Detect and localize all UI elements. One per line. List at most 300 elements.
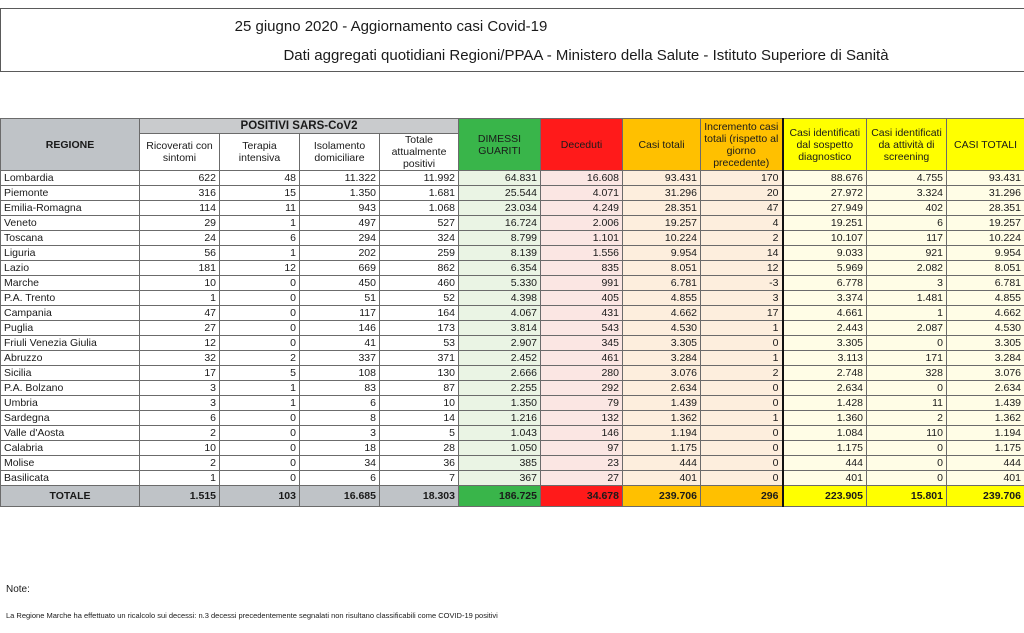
table-row (1, 306, 1024, 321)
table-cell: 4.662 (947, 306, 1024, 321)
region-name: Campania (1, 306, 140, 321)
table-cell: 171 (867, 351, 947, 366)
table-cell: 0 (867, 471, 947, 486)
report-title: 25 giugno 2020 - Aggiornamento casi Covid-19 (234, 18, 548, 35)
table-cell: 1 (140, 471, 220, 486)
table-cell: 16.724 (459, 216, 541, 231)
table-cell: 0 (220, 336, 300, 351)
table-cell: 2 (220, 351, 300, 366)
table-cell: 170 (701, 171, 783, 186)
table-cell: 110 (867, 426, 947, 441)
table-cell: 164 (380, 306, 459, 321)
table-cell: 3 (300, 426, 380, 441)
region-name: Sicilia (1, 366, 140, 381)
table-cell: 1.175 (623, 441, 701, 456)
table-row (1, 321, 1024, 336)
table-cell: 0 (867, 336, 947, 351)
header-incremento: Incremento casi totali (rispetto al giorno precedente) (701, 119, 783, 171)
table-cell: 1.068 (380, 201, 459, 216)
table-cell: 6 (220, 231, 300, 246)
table-cell: 2.082 (867, 261, 947, 276)
region-name: Abruzzo (1, 351, 140, 366)
table-row (1, 441, 1024, 456)
table-cell: 3.305 (623, 336, 701, 351)
table-cell: 2.634 (783, 381, 867, 396)
table-cell: 292 (541, 381, 623, 396)
table-cell: 0 (867, 381, 947, 396)
table-cell: 27 (541, 471, 623, 486)
table-cell: 2 (701, 366, 783, 381)
table-cell: 991 (541, 276, 623, 291)
table-row (1, 456, 1024, 471)
table-cell: 88.676 (783, 171, 867, 186)
table-cell: 27 (140, 321, 220, 336)
table-cell: 36 (380, 456, 459, 471)
table-cell: 1.175 (947, 441, 1024, 456)
table-cell: 1.350 (459, 396, 541, 411)
table-cell: 4.755 (867, 171, 947, 186)
table-cell: 4.662 (623, 306, 701, 321)
table-cell: 1.194 (947, 426, 1024, 441)
table-cell: 1 (140, 291, 220, 306)
table-cell: 259 (380, 246, 459, 261)
table-cell: 337 (300, 351, 380, 366)
region-name: Sardegna (1, 411, 140, 426)
table-cell: 5.330 (459, 276, 541, 291)
table-cell: 173 (380, 321, 459, 336)
table-cell: 114 (140, 201, 220, 216)
table-cell: 28.351 (947, 201, 1024, 216)
table-cell: 181 (140, 261, 220, 276)
table-cell: 3.284 (947, 351, 1024, 366)
table-cell: 3.305 (783, 336, 867, 351)
table-cell: 2.452 (459, 351, 541, 366)
table-cell: 345 (541, 336, 623, 351)
table-cell: 3 (701, 291, 783, 306)
table-cell: 11 (220, 201, 300, 216)
table-cell: 2 (140, 456, 220, 471)
table-cell: 497 (300, 216, 380, 231)
report-header (0, 8, 1024, 72)
region-name: Lombardia (1, 171, 140, 186)
table-cell: 1.439 (623, 396, 701, 411)
header-isolamento: Isolamento domiciliare (300, 134, 380, 171)
total-cell: 239.706 (947, 486, 1024, 507)
table-cell: 401 (623, 471, 701, 486)
table-cell: 0 (701, 381, 783, 396)
table-cell: 1.439 (947, 396, 1024, 411)
table-cell: 401 (947, 471, 1024, 486)
header-terapia: Terapia intensiva (220, 134, 300, 171)
table-cell: 4.855 (623, 291, 701, 306)
region-name: Basilicata (1, 471, 140, 486)
table-cell: 3.374 (783, 291, 867, 306)
table-cell: 64.831 (459, 171, 541, 186)
table-cell: 19.257 (947, 216, 1024, 231)
table-cell: 11.992 (380, 171, 459, 186)
table-cell: 93.431 (947, 171, 1024, 186)
table-cell: 0 (220, 471, 300, 486)
table-cell: 9.954 (947, 246, 1024, 261)
table-cell: 0 (701, 336, 783, 351)
total-cell: 15.801 (867, 486, 947, 507)
table-cell: 1 (701, 321, 783, 336)
table-cell: 3.076 (947, 366, 1024, 381)
table-cell: 17 (701, 306, 783, 321)
notes-label: Note: (6, 584, 30, 595)
table-cell: 6.781 (947, 276, 1024, 291)
table-cell: 9.033 (783, 246, 867, 261)
table-cell: 862 (380, 261, 459, 276)
total-cell: 1.515 (140, 486, 220, 507)
table-cell: 527 (380, 216, 459, 231)
table-cell: 10.224 (947, 231, 1024, 246)
total-cell: 18.303 (380, 486, 459, 507)
table-cell: 146 (541, 426, 623, 441)
table-cell: 1 (220, 396, 300, 411)
header-sospetto: Casi identificati dal sospetto diagnostico (783, 119, 867, 171)
table-cell: 3 (140, 396, 220, 411)
table-cell: 51 (300, 291, 380, 306)
table-cell: 117 (300, 306, 380, 321)
table-cell: 10 (380, 396, 459, 411)
total-cell: 16.685 (300, 486, 380, 507)
table-cell: 19.251 (783, 216, 867, 231)
table-cell: 27.972 (783, 186, 867, 201)
table-cell: 0 (701, 426, 783, 441)
region-name: Veneto (1, 216, 140, 231)
table-cell: 23 (541, 456, 623, 471)
table-cell: 1.362 (947, 411, 1024, 426)
table-cell: 3.284 (623, 351, 701, 366)
header-totale-positivi: Totale attualmente positivi (380, 134, 459, 171)
table-cell: 1.362 (623, 411, 701, 426)
table-cell: 97 (541, 441, 623, 456)
table-cell: 444 (623, 456, 701, 471)
table-cell: 5 (220, 366, 300, 381)
table-cell: 1.175 (783, 441, 867, 456)
table-cell: 0 (867, 456, 947, 471)
table-cell: 2.907 (459, 336, 541, 351)
report-subtitle: Dati aggregati quotidiani Regioni/PPAA - Ministero della Salute - Istituto Superiore di Sanità (283, 47, 889, 64)
table-cell: 4.067 (459, 306, 541, 321)
table-cell: 0 (701, 456, 783, 471)
table-cell: 669 (300, 261, 380, 276)
table-cell: 83 (300, 381, 380, 396)
table-cell: 1.556 (541, 246, 623, 261)
table-cell: 1 (701, 351, 783, 366)
table-cell: 0 (701, 396, 783, 411)
table-cell: 2 (140, 426, 220, 441)
header-casi-totali: Casi totali (623, 119, 701, 171)
table-cell: 316 (140, 186, 220, 201)
table-row (1, 201, 1024, 216)
table-cell: 10 (140, 441, 220, 456)
table-cell: 28 (380, 441, 459, 456)
table-cell: 6.354 (459, 261, 541, 276)
header-ricoverati: Ricoverati con sintomi (140, 134, 220, 171)
table-cell: 25.544 (459, 186, 541, 201)
table-cell: 2.443 (783, 321, 867, 336)
table-row (1, 246, 1024, 261)
table-cell: 8 (300, 411, 380, 426)
table-cell: 79 (541, 396, 623, 411)
table-cell: 14 (380, 411, 459, 426)
table-cell: 10.224 (623, 231, 701, 246)
total-cell: 223.905 (783, 486, 867, 507)
table-cell: 12 (220, 261, 300, 276)
notes-text: La Regione Marche ha effettuato un ricalcolo sui decessi: n.3 decessi precedentemente segnalati non risultano classificabili come COVID-19 positivi (6, 611, 498, 620)
total-cell: 103 (220, 486, 300, 507)
table-cell: 9.954 (623, 246, 701, 261)
table-cell: 29 (140, 216, 220, 231)
table-cell: 108 (300, 366, 380, 381)
table-cell: 401 (783, 471, 867, 486)
table-cell: 450 (300, 276, 380, 291)
table-cell: 12 (140, 336, 220, 351)
region-name: Toscana (1, 231, 140, 246)
table-cell: 31.296 (623, 186, 701, 201)
region-name: Valle d'Aosta (1, 426, 140, 441)
table-cell: 0 (867, 441, 947, 456)
table-cell: 56 (140, 246, 220, 261)
table-cell: 6 (140, 411, 220, 426)
table-cell: 4.855 (947, 291, 1024, 306)
table-cell: 1.681 (380, 186, 459, 201)
table-cell: 0 (701, 441, 783, 456)
table-cell: 16.608 (541, 171, 623, 186)
table-cell: 3.305 (947, 336, 1024, 351)
total-cell: 34.678 (541, 486, 623, 507)
table-cell: 4.398 (459, 291, 541, 306)
total-row (1, 486, 1024, 507)
table-cell: 5.969 (783, 261, 867, 276)
table-cell: 2.006 (541, 216, 623, 231)
table-cell: 1 (220, 246, 300, 261)
header-region: REGIONE (1, 119, 140, 171)
table-row (1, 186, 1024, 201)
table-cell: 10.107 (783, 231, 867, 246)
table-cell: 385 (459, 456, 541, 471)
table-cell: 41 (300, 336, 380, 351)
table-cell: 1.350 (300, 186, 380, 201)
region-name: Molise (1, 456, 140, 471)
table-cell: 20 (701, 186, 783, 201)
table-cell: 4 (701, 216, 783, 231)
table-cell: 921 (867, 246, 947, 261)
table-row (1, 291, 1024, 306)
header-dimessi: DIMESSI GUARITI (459, 119, 541, 171)
table-cell: 1.481 (867, 291, 947, 306)
table-row (1, 426, 1024, 441)
table-cell: 460 (380, 276, 459, 291)
table-cell: 1.084 (783, 426, 867, 441)
table-cell: 6 (300, 396, 380, 411)
table-cell: 0 (220, 441, 300, 456)
table-cell: 280 (541, 366, 623, 381)
table-cell: 8.139 (459, 246, 541, 261)
table-cell: 146 (300, 321, 380, 336)
table-cell: 943 (300, 201, 380, 216)
table-cell: 117 (867, 231, 947, 246)
region-name: Puglia (1, 321, 140, 336)
table-cell: -3 (701, 276, 783, 291)
table-row (1, 396, 1024, 411)
table-cell: 444 (947, 456, 1024, 471)
table-cell: 835 (541, 261, 623, 276)
table-cell: 1 (701, 411, 783, 426)
table-cell: 32 (140, 351, 220, 366)
total-label: TOTALE (1, 486, 140, 507)
table-cell: 1 (220, 216, 300, 231)
table-cell: 431 (541, 306, 623, 321)
table-cell: 12 (701, 261, 783, 276)
table-cell: 6 (867, 216, 947, 231)
region-name: Emilia-Romagna (1, 201, 140, 216)
table-cell: 4.249 (541, 201, 623, 216)
table-cell: 53 (380, 336, 459, 351)
table-row (1, 351, 1024, 366)
table-row (1, 171, 1024, 186)
table-cell: 3.076 (623, 366, 701, 381)
table-row (1, 276, 1024, 291)
table-cell: 0 (220, 306, 300, 321)
table-cell: 324 (380, 231, 459, 246)
table-cell: 0 (220, 321, 300, 336)
table-cell: 1 (867, 306, 947, 321)
table-cell: 47 (140, 306, 220, 321)
total-cell: 296 (701, 486, 783, 507)
table-cell: 0 (220, 426, 300, 441)
table-row (1, 471, 1024, 486)
table-cell: 6 (300, 471, 380, 486)
covid-cases-table (0, 118, 1024, 507)
table-cell: 4.661 (783, 306, 867, 321)
table-cell: 444 (783, 456, 867, 471)
table-cell: 3.324 (867, 186, 947, 201)
table-cell: 371 (380, 351, 459, 366)
table-cell: 11 (867, 396, 947, 411)
table-cell: 31.296 (947, 186, 1024, 201)
table-cell: 2 (701, 231, 783, 246)
table-row (1, 411, 1024, 426)
table-cell: 10 (140, 276, 220, 291)
region-name: Calabria (1, 441, 140, 456)
table-row (1, 336, 1024, 351)
header-deceduti: Deceduti (541, 119, 623, 171)
table-cell: 2.748 (783, 366, 867, 381)
table-cell: 1 (220, 381, 300, 396)
table-cell: 52 (380, 291, 459, 306)
table-cell: 367 (459, 471, 541, 486)
table-cell: 2.666 (459, 366, 541, 381)
table-cell: 1.043 (459, 426, 541, 441)
table-cell: 11.322 (300, 171, 380, 186)
table-cell: 405 (541, 291, 623, 306)
table-cell: 3.814 (459, 321, 541, 336)
table-cell: 3 (140, 381, 220, 396)
table-cell: 0 (701, 471, 783, 486)
header-casi-totali-2: CASI TOTALI (947, 119, 1024, 171)
table-cell: 8.799 (459, 231, 541, 246)
table-cell: 543 (541, 321, 623, 336)
region-name: P.A. Trento (1, 291, 140, 306)
region-name: Piemonte (1, 186, 140, 201)
table-cell: 47 (701, 201, 783, 216)
region-name: Lazio (1, 261, 140, 276)
table-cell: 17 (140, 366, 220, 381)
region-name: Marche (1, 276, 140, 291)
table-cell: 5 (380, 426, 459, 441)
table-cell: 4.530 (623, 321, 701, 336)
table-row (1, 381, 1024, 396)
table-row (1, 231, 1024, 246)
table-cell: 2.634 (947, 381, 1024, 396)
table-cell: 1.216 (459, 411, 541, 426)
table-cell: 8.051 (623, 261, 701, 276)
table-cell: 0 (220, 276, 300, 291)
table-cell: 130 (380, 366, 459, 381)
table-cell: 24 (140, 231, 220, 246)
header-positivi-group: POSITIVI SARS-CoV2 (140, 119, 459, 134)
table-row (1, 261, 1024, 276)
table-cell: 1.101 (541, 231, 623, 246)
table-cell: 132 (541, 411, 623, 426)
table-cell: 34 (300, 456, 380, 471)
table-cell: 7 (380, 471, 459, 486)
table-cell: 2 (867, 411, 947, 426)
table-row (1, 366, 1024, 381)
table-cell: 461 (541, 351, 623, 366)
table-cell: 622 (140, 171, 220, 186)
total-cell: 239.706 (623, 486, 701, 507)
table-body (1, 171, 1024, 507)
table-cell: 1.194 (623, 426, 701, 441)
table-cell: 8.051 (947, 261, 1024, 276)
table-cell: 4.530 (947, 321, 1024, 336)
region-name: Friuli Venezia Giulia (1, 336, 140, 351)
table-cell: 1.428 (783, 396, 867, 411)
table-cell: 15 (220, 186, 300, 201)
table-cell: 93.431 (623, 171, 701, 186)
table-cell: 0 (220, 411, 300, 426)
region-name: P.A. Bolzano (1, 381, 140, 396)
region-name: Liguria (1, 246, 140, 261)
table-cell: 1.360 (783, 411, 867, 426)
table-cell: 3.113 (783, 351, 867, 366)
table-cell: 2.255 (459, 381, 541, 396)
table-cell: 28.351 (623, 201, 701, 216)
table-cell: 328 (867, 366, 947, 381)
header-screening: Casi identificati da attività di screening (867, 119, 947, 171)
total-cell: 186.725 (459, 486, 541, 507)
table-cell: 4.071 (541, 186, 623, 201)
table-row (1, 216, 1024, 231)
table-cell: 6.778 (783, 276, 867, 291)
table-cell: 3 (867, 276, 947, 291)
table-cell: 0 (220, 291, 300, 306)
table-cell: 27.949 (783, 201, 867, 216)
table-cell: 2.087 (867, 321, 947, 336)
table-cell: 87 (380, 381, 459, 396)
table-cell: 1.050 (459, 441, 541, 456)
table-cell: 23.034 (459, 201, 541, 216)
region-name: Umbria (1, 396, 140, 411)
table-cell: 18 (300, 441, 380, 456)
table-cell: 402 (867, 201, 947, 216)
table-cell: 2.634 (623, 381, 701, 396)
table-cell: 19.257 (623, 216, 701, 231)
